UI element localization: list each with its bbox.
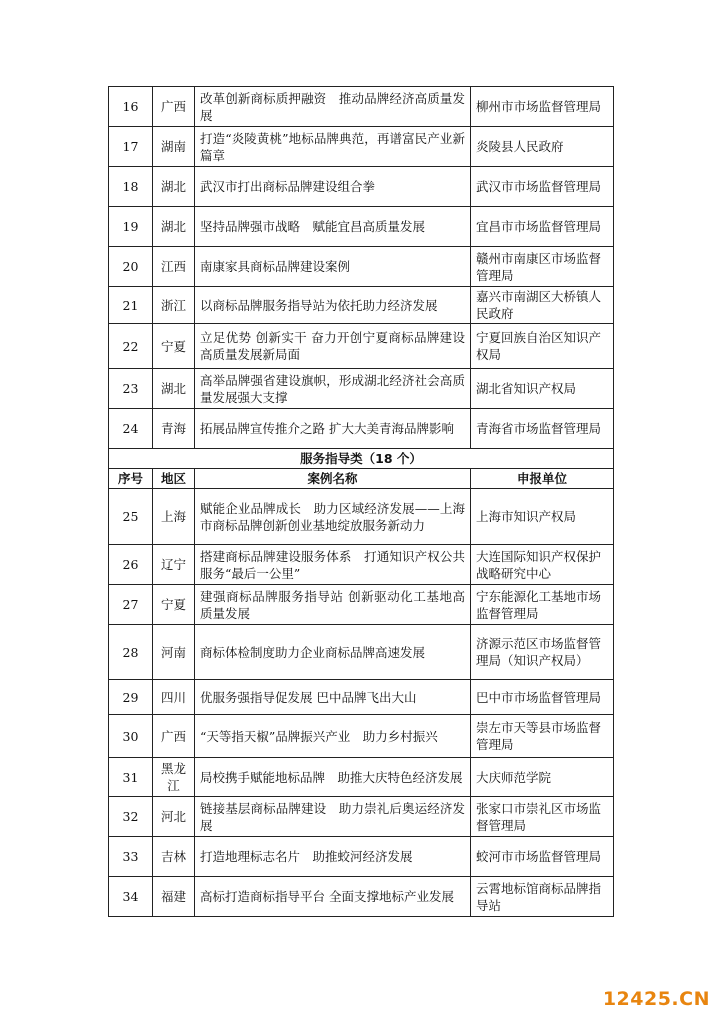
cell-region: 吉林 — [153, 837, 195, 877]
header-no: 序号 — [109, 469, 153, 489]
section-block — [109, 449, 614, 489]
section-title: 服务指导类（18 个） — [109, 449, 614, 469]
table-row — [109, 324, 614, 369]
cell-no: 28 — [109, 625, 153, 680]
table-part2-body — [109, 489, 614, 917]
cell-region: 四川 — [153, 680, 195, 715]
table-row — [109, 837, 614, 877]
cell-region: 黑龙江 — [153, 758, 195, 797]
table-row — [109, 625, 614, 680]
section-row — [109, 449, 614, 469]
cell-unit: 大连国际知识产权保护战略研究中心 — [471, 545, 614, 585]
cell-case-name: “天等指天椒”品牌振兴产业 助力乡村振兴 — [195, 715, 471, 758]
cell-region: 江西 — [153, 247, 195, 287]
table-row — [109, 87, 614, 127]
cell-no: 20 — [109, 247, 153, 287]
cell-unit: 湖北省知识产权局 — [471, 369, 614, 409]
table-row — [109, 247, 614, 287]
cell-case-name: 赋能企业品牌成长 助力区域经济发展——上海市商标品牌创新创业基地绽放服务新动力 — [195, 489, 471, 545]
cell-no: 24 — [109, 409, 153, 449]
cell-case-name: 优服务强指导促发展 巴中品牌飞出大山 — [195, 680, 471, 715]
cell-unit: 柳州市市场监督管理局 — [471, 87, 614, 127]
cell-case-name: 高标打造商标指导平台 全面支撑地标产业发展 — [195, 877, 471, 917]
header-region: 地区 — [153, 469, 195, 489]
cell-region: 广西 — [153, 715, 195, 758]
table-row — [109, 877, 614, 917]
table-row — [109, 758, 614, 797]
cell-region: 宁夏 — [153, 324, 195, 369]
cell-no: 32 — [109, 797, 153, 837]
table-row — [109, 545, 614, 585]
cell-case-name: 改革创新商标质押融资 推动品牌经济高质量发展 — [195, 87, 471, 127]
table-row — [109, 585, 614, 625]
cell-case-name: 拓展品牌宣传推介之路 扩大大美青海品牌影响 — [195, 409, 471, 449]
cell-unit: 张家口市崇礼区市场监督管理局 — [471, 797, 614, 837]
cell-case-name: 商标体检制度助力企业商标品牌高速发展 — [195, 625, 471, 680]
cell-case-name: 武汉市打出商标品牌建设组合拳 — [195, 167, 471, 207]
cell-region: 湖南 — [153, 127, 195, 167]
cell-no: 34 — [109, 877, 153, 917]
cell-unit: 青海省市场监督管理局 — [471, 409, 614, 449]
header-unit: 申报单位 — [471, 469, 614, 489]
cell-unit: 赣州市南康区市场监督管理局 — [471, 247, 614, 287]
cell-unit: 崇左市天等县市场监督管理局 — [471, 715, 614, 758]
cell-unit: 济源示范区市场监督管理局（知识产权局） — [471, 625, 614, 680]
table-row — [109, 409, 614, 449]
cell-unit: 云霄地标馆商标品牌指导站 — [471, 877, 614, 917]
cell-no: 31 — [109, 758, 153, 797]
cell-region: 广西 — [153, 87, 195, 127]
cell-unit: 炎陵县人民政府 — [471, 127, 614, 167]
cell-no: 30 — [109, 715, 153, 758]
cell-case-name: 局校携手赋能地标品牌 助推大庆特色经济发展 — [195, 758, 471, 797]
cell-no: 27 — [109, 585, 153, 625]
table-part1-body — [109, 87, 614, 449]
cell-region: 湖北 — [153, 207, 195, 247]
cell-case-name: 南康家具商标品牌建设案例 — [195, 247, 471, 287]
cell-case-name: 立足优势 创新实干 奋力开创宁夏商标品牌建设高质量发展新局面 — [195, 324, 471, 369]
cell-no: 26 — [109, 545, 153, 585]
cell-no: 23 — [109, 369, 153, 409]
cell-no: 25 — [109, 489, 153, 545]
cell-region: 河南 — [153, 625, 195, 680]
cell-no: 21 — [109, 287, 153, 324]
cell-case-name: 坚持品牌强市战略 赋能宜昌高质量发展 — [195, 207, 471, 247]
cell-case-name: 以商标品牌服务指导站为依托助力经济发展 — [195, 287, 471, 324]
table-row — [109, 207, 614, 247]
table-row — [109, 287, 614, 324]
cell-case-name: 链接基层商标品牌建设 助力崇礼后奥运经济发展 — [195, 797, 471, 837]
cell-no: 18 — [109, 167, 153, 207]
cell-case-name: 搭建商标品牌建设服务体系 打通知识产权公共服务“最后一公里” — [195, 545, 471, 585]
cell-no: 33 — [109, 837, 153, 877]
table-row — [109, 797, 614, 837]
cell-case-name: 打造地理标志名片 助推蛟河经济发展 — [195, 837, 471, 877]
cell-unit: 巴中市市场监督管理局 — [471, 680, 614, 715]
cell-no: 29 — [109, 680, 153, 715]
cell-unit: 武汉市市场监督管理局 — [471, 167, 614, 207]
table-row — [109, 127, 614, 167]
cell-region: 上海 — [153, 489, 195, 545]
case-table — [108, 86, 614, 917]
cell-no: 22 — [109, 324, 153, 369]
table-row — [109, 369, 614, 409]
header-row — [109, 469, 614, 489]
cell-case-name: 建强商标品牌服务指导站 创新驱动化工基地高质量发展 — [195, 585, 471, 625]
cell-no: 19 — [109, 207, 153, 247]
cell-case-name: 高举品牌强省建设旗帜，形成湖北经济社会高质量发展强大支撑 — [195, 369, 471, 409]
cell-unit: 蛟河市市场监督管理局 — [471, 837, 614, 877]
cell-region: 河北 — [153, 797, 195, 837]
cell-region: 湖北 — [153, 369, 195, 409]
cell-unit: 大庆师范学院 — [471, 758, 614, 797]
table-row — [109, 489, 614, 545]
table-row — [109, 167, 614, 207]
header-case-name: 案例名称 — [195, 469, 471, 489]
table-row — [109, 715, 614, 758]
cell-region: 浙江 — [153, 287, 195, 324]
cell-no: 17 — [109, 127, 153, 167]
cell-region: 福建 — [153, 877, 195, 917]
watermark-logo: 12425.CN — [602, 988, 710, 1010]
cell-region: 宁夏 — [153, 585, 195, 625]
cell-region: 辽宁 — [153, 545, 195, 585]
cell-unit: 上海市知识产权局 — [471, 489, 614, 545]
cell-no: 16 — [109, 87, 153, 127]
cell-unit: 宁夏回族自治区知识产权局 — [471, 324, 614, 369]
cell-region: 湖北 — [153, 167, 195, 207]
cell-unit: 嘉兴市南湖区大桥镇人民政府 — [471, 287, 614, 324]
cell-case-name: 打造“炎陵黄桃”地标品牌典范，再谱富民产业新篇章 — [195, 127, 471, 167]
table-row — [109, 680, 614, 715]
cell-unit: 宜昌市市场监督管理局 — [471, 207, 614, 247]
cell-unit: 宁东能源化工基地市场监督管理局 — [471, 585, 614, 625]
cell-region: 青海 — [153, 409, 195, 449]
